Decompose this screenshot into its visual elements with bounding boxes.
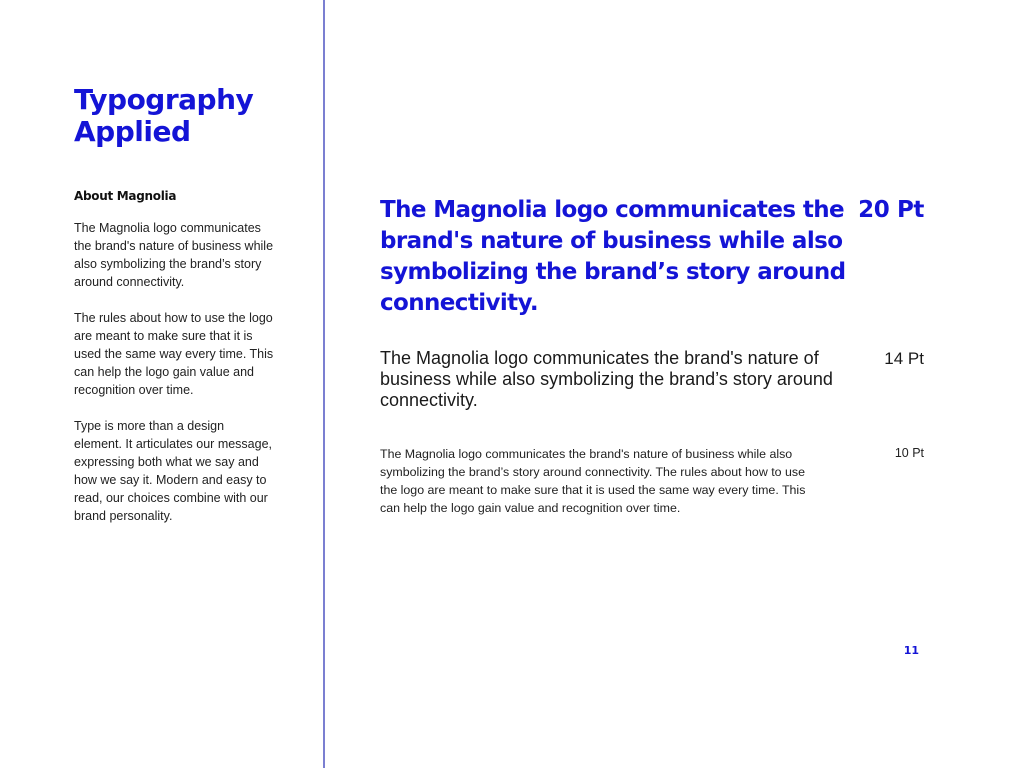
about-paragraph: The Magnolia logo communicates the brand's nature of business while also symbolizing the brand’s story around connectivity. [74,221,274,289]
about-body [74,219,274,543]
about-paragraph: The rules about how to use the logo are meant to make sure that it is used the same way every time. This can help the logo gain value and recognition over time. [74,311,274,397]
type-size-label-10pt: 10 Pt [894,446,924,460]
type-sample-20pt: The Magnolia logo communicates the brand's nature of business while also symbolizing the brand’s story around connectivity. [380,197,846,316]
page-title: Typography Applied [74,83,254,148]
page-number: 11 [903,644,919,657]
type-size-label-20pt: 20 Pt [858,197,924,223]
vertical-divider [323,0,325,768]
type-size-label-14pt: 14 Pt [884,349,924,368]
type-sample-10pt: The Magnolia logo communicates the brand's nature of business while also symbolizing the brand’s story around connectivity. The rules about how to use the logo are meant to make sure that it is used the same way every time. This can help the logo gain value and recognition over time. [380,447,806,515]
type-sample-14pt: The Magnolia logo communicates the brand's nature of business while also symbolizing the brand’s story around connectivity. [380,348,833,410]
about-heading: About Magnolia [74,189,177,203]
about-paragraph: Type is more than a design element. It articulates our message, expressing both what we say and how we say it. Modern and easy to read, our choices combine with our brand personality. [74,419,273,523]
